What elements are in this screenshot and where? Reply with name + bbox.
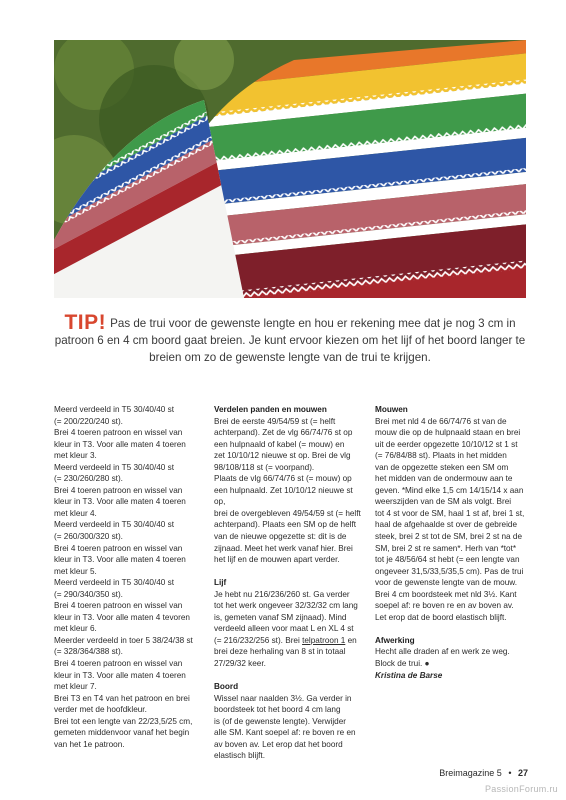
text-line: met kleur 7. [54, 682, 97, 692]
text-line: mouw die op de hulpnaald staan en brei [375, 428, 521, 438]
text-line: van het 1e patroon. [54, 739, 125, 749]
text-line: kleur in T3. Voor alle maten 4 toeren [54, 497, 186, 507]
heading-lijf: Lijf [214, 578, 227, 588]
text-line: (= 230/260/280 st). [54, 474, 123, 484]
text-line: van de nieuwe opgezette st: dit is de [214, 532, 347, 542]
text-line: Je hebt nu 216/236/260 st. Ga verder [214, 589, 350, 599]
magazine-name: Breimagazine 5 [439, 768, 502, 778]
text-line: Brei 4 toeren patroon en wissel van [54, 601, 183, 611]
text-line: tot je 48/56/64 st hebt (= een lengte van [375, 555, 520, 565]
tip-callout [54, 311, 526, 366]
text-line: tot het werk ongeveer 32/32/32 cm lang [214, 601, 358, 611]
text-line: Hecht alle draden af en werk ze weg. [375, 647, 510, 657]
text-line: is, gemeten vanaf SM zijnaad). Mind [214, 612, 347, 622]
heading-boord: Boord [214, 682, 239, 692]
page-number: 27 [517, 768, 528, 778]
footer-bullet: • [508, 768, 512, 778]
text-line: met kleur 4. [54, 508, 97, 518]
text-line: Meerd verdeeld in T5 30/40/40 st [54, 578, 175, 588]
text-line: achterpand). Zet de vlg 66/74/76 st op [214, 428, 353, 438]
text-line: zijnaad. Meet het werk vanaf hier. Brei [214, 543, 353, 553]
text-line: met kleur 6. [54, 624, 97, 634]
text-line: Brei 4 toeren patroon en wissel van [54, 428, 183, 438]
text-line: geven. *Mind elke 1,5 cm 14/15/14 x aan [375, 485, 524, 495]
text-line: is (of de gewenste lengte). Verwijder [214, 716, 346, 726]
column-3 [375, 404, 525, 681]
text-line: het lijf en de mouwen apart verder. [214, 555, 340, 565]
text-line: Brei T3 en T4 van het patroon en brei [54, 693, 190, 703]
text-line: weerszijden van de SM als volgt. Brei [375, 497, 512, 507]
text-line: SM, brei 2 st re samen*. Herh van *tot* [375, 543, 517, 553]
text-line: Brei tot een lengte van 22/23,5/25 cm, [54, 716, 193, 726]
text-line: soepel af: re boven re en av boven av. [375, 601, 514, 611]
text-line: Plaats de vlg 66/74/76 st (= mouw) op [214, 474, 352, 484]
text-span: Block de trui. [375, 659, 423, 669]
text-line: (= 328/364/388 st). [54, 647, 123, 657]
text-line: Brei met nld 4 de 66/74/76 st van de [375, 416, 507, 426]
author-name: Kristina de Barse [375, 670, 443, 680]
text-line: Let erop dat de boord elastisch blijft. [375, 612, 507, 622]
text-line: ongeveer 31,5/33,5/35,5 cm). Pas de trui [375, 566, 524, 576]
text-line: (= 260/300/320 st). [54, 532, 123, 542]
text-line [375, 658, 525, 670]
text-line: met kleur 3. [54, 451, 97, 461]
text-line: Brei 4 toeren patroon en wissel van [54, 543, 183, 553]
text-line: 27/29/32 keer. [214, 659, 266, 669]
text-line: een hulpnaald of kabel (= mouw) en [214, 439, 345, 449]
end-mark: ● [424, 659, 430, 669]
text-line: Meerd verdeeld in T5 30/40/40 st [54, 520, 175, 530]
text-line: verdeeld alleen voor maat L en XL 4 st [214, 624, 354, 634]
text-line: met kleur 5. [54, 566, 97, 576]
tip-text: Pas de trui voor de gewenste lengte en hou er rekening mee dat je nog 3 cm in patroon 6 en 4 cm boord gaat breien. Je kunt ervoor kiezen om het lijf of het boord langer te breien om zo de gewenste lengte van de trui te krijgen. [54, 317, 526, 364]
text-line: kleur in T3. Voor alle maten 4 toeren [54, 439, 186, 449]
text-line: (= 290/340/350 st). [54, 589, 123, 599]
text-line: voor de gewenste lengte van de mouw. [375, 578, 518, 588]
tip-label: TIP! [64, 311, 107, 334]
text-line: (= 76/84/88 st). Plaats in het midden [375, 451, 507, 461]
sweater-photo [54, 40, 526, 298]
text-line: het midden van de ondermouw aan te [375, 474, 513, 484]
text-line: verder met de hoofdkleur. [54, 705, 147, 715]
text-span: en [345, 635, 357, 645]
text-line: Brei 4 cm boordsteek met nld 3½. Kant [375, 589, 517, 599]
watermark: PassionForum.ru [484, 784, 558, 794]
text-line: Brei de eerste 49/54/59 st (= helft [214, 416, 336, 426]
page-footer [439, 768, 528, 778]
text-line: Brei 4 toeren patroon en wissel van [54, 659, 183, 669]
text-line: Brei 4 toeren patroon en wissel van [54, 485, 183, 495]
text-line: elastisch blijft. [214, 751, 265, 761]
column-1 [54, 404, 204, 750]
text-line: haal de afgehaalde st over de gebreide [375, 520, 518, 530]
text-line: achterpand). Plaats een SM op de helft [214, 520, 357, 530]
telpatroon-link[interactable]: telpatroon 1 [302, 635, 346, 645]
column-2 [214, 404, 364, 762]
text-line: alle SM. Kant soepel af: re boven re en [214, 728, 356, 738]
text-line: kleur in T3. Voor alle maten 4 toeren [54, 555, 186, 565]
text-line: een hulpnaald. Zet 10/10/12 nieuwe st op, [214, 485, 353, 507]
text-line: boordsteek tot het boord 4 cm lang [214, 705, 341, 715]
text-line: steek, brei 2 st tot de SM, brei 2 st na de [375, 532, 522, 542]
text-line: Meerder verdeeld in toer 5 38/24/38 st [54, 635, 193, 645]
heading-afwerking: Afwerking [375, 635, 415, 645]
text-line: av boven av. Let erop dat het boord [214, 739, 343, 749]
text-line: Wissel naar naalden 3½. Ga verder in [214, 693, 352, 703]
text-line: brei deze herhaling van 8 st in totaal [214, 647, 346, 657]
text-line: zet 10/10/12 nieuwe st op. Brei de vlg [214, 451, 351, 461]
text-line [214, 635, 364, 647]
heading-mouwen: Mouwen [375, 405, 408, 414]
text-line: (= 200/220/240 st). [54, 416, 123, 426]
text-line: tot 4 st voor de SM, haal 1 st af, brei 1 st, [375, 508, 525, 518]
text-line: Meerd verdeeld in T5 30/40/40 st [54, 405, 175, 414]
heading-verdelen: Verdelen panden en mouwen [214, 405, 327, 414]
text-line: uit de eerder opgezette 10/10/12 st 1 st [375, 439, 518, 449]
text-line: brei de overgebleven 49/54/59 st (= helft [214, 508, 361, 518]
text-line: kleur in T3. Voor alle maten 4 toeren [54, 670, 186, 680]
text-line: van de opgezette steken een SM om [375, 462, 509, 472]
text-span: (= 216/232/256 st). Brei [214, 635, 300, 645]
text-line: gemeten middenvoor vanaf het begin [54, 728, 190, 738]
text-line: Meerd verdeeld in T5 30/40/40 st [54, 462, 175, 472]
text-line: kleur in T3. Voor alle maten 4 tevoren [54, 612, 190, 622]
text-line: 98/108/118 st (= voorpand). [214, 462, 315, 472]
